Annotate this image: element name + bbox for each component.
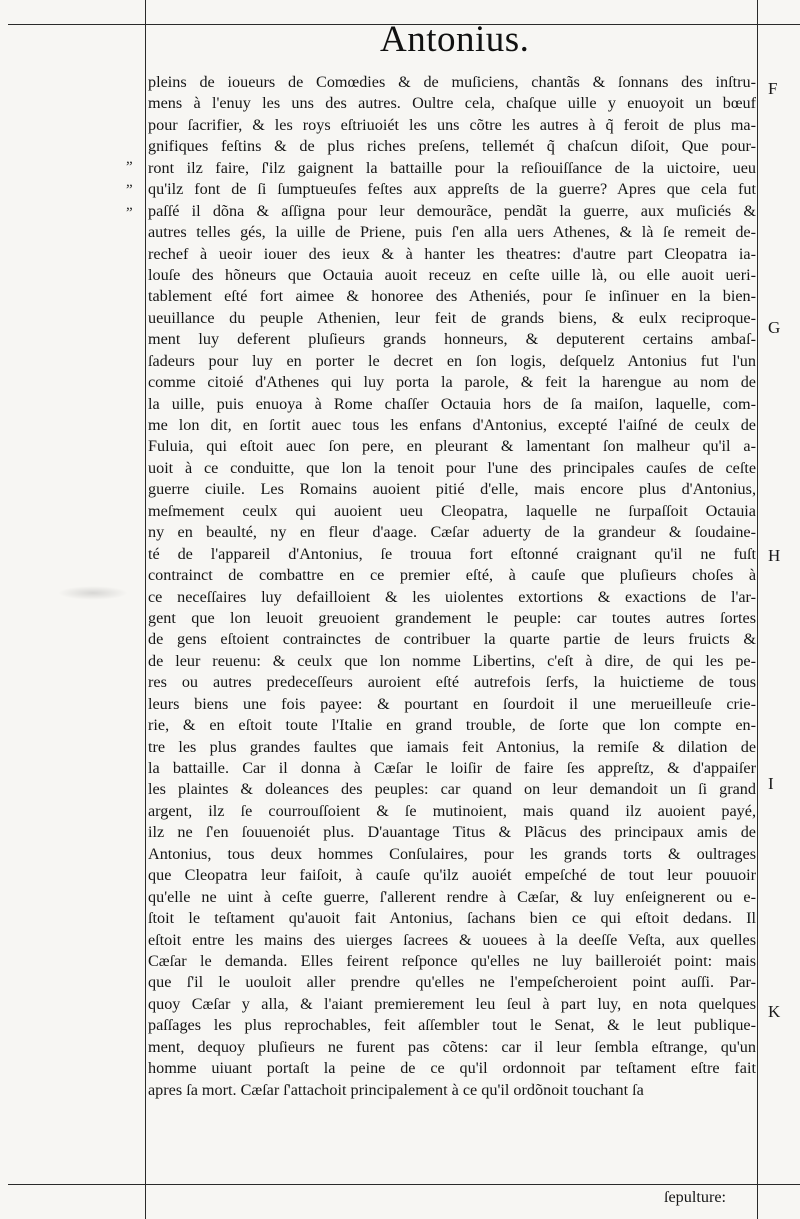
text-line: ny en beaulté, ny en fleur d'aage. Cæſar aduerty de la grandeur & ſoudaine- <box>148 523 756 542</box>
text-line: comme citoié d'Athenes qui luy porta la parole, & feit la harengue au nom de <box>148 373 756 392</box>
margin-letter-g: G <box>768 318 781 337</box>
text-line: que ſ'il le uouloit aller prendre qu'elles ne l'empeſcheroient point auſſi. Par- <box>148 973 756 992</box>
bottom-rule <box>8 1184 800 1185</box>
text-line: de gens eſtoient contrainctes de contribuer la quarte partie de leurs fruicts & <box>148 630 756 649</box>
text-line: que Cleopatra leur faiſoit, à cauſe qu'ilz auoiét empeſché de tout leur pouuoir <box>148 866 756 885</box>
text-line: tre les plus grandes faultes que iamais feit Antonius, la remiſe & dilation de <box>148 737 756 756</box>
quote-mark: „ <box>126 197 133 213</box>
text-line: uoit à ce conduitte, que lon la tenoit pour l'une des principales cauſes de ceſte <box>148 458 756 477</box>
quote-mark: „ <box>126 174 133 190</box>
text-line: qu'ilz font de ſi ſumptueuſes feſtes aux appreſts de la guerre? Apres que cela fut <box>148 180 756 199</box>
right-margin-rule <box>757 0 758 1219</box>
text-line: paſſé il dõna & aſſigna pour leur demourãce, pendãt la guerre, aux muſiciés & <box>148 201 756 220</box>
text-line: apres ſa mort. Cæſar ſ'attachoit principalement à ce qu'il ordõnoit touchant ſa <box>148 1080 644 1099</box>
text-line: Fuluia, qui eſtoit auec ſon pere, en pleurant & lamentant ſon malheur qu'il a- <box>148 437 756 456</box>
text-line: ce neceſſaires luy defailloient & les uiolentes extortions & exactions de l'ar- <box>148 587 756 606</box>
text-line: ueuillance du peuple Athenien, leur feit de grands biens, & eulx reciproque- <box>148 308 756 327</box>
margin-letter-k: K <box>768 1002 781 1021</box>
text-line: mens à l'enuy les uns des autres. Oultre cela, chaſque uille y enuoyoit un bœuf <box>148 94 756 113</box>
margin-letter-h: H <box>768 546 781 565</box>
running-head: Antonius. <box>380 19 530 60</box>
text-line: té de l'appareil d'Antonius, ſe trouua fort eſtonné craignant qu'il ne fuſt <box>148 544 756 563</box>
text-line: louſe des hõneurs que Octauia auoit receuz en ceſte uille là, ou elle auoit ueri- <box>148 265 756 284</box>
text-line: rechef à ueoir iouer des ieux & à hanter les theatres: d'autre part Cleopatra ia- <box>148 244 756 263</box>
text-line: guerre ciuile. Les Romains auoient pitié d'elle, mais encore plus d'Antonius, <box>148 480 756 499</box>
text-line: rie, & en eſtoit toute l'Italie en grand trouble, de ſorte que lon compte en- <box>148 716 756 735</box>
text-line: Cæſar le demanda. Elles feirent reſponce qu'elles ne luy bailleroiét point: mais <box>148 951 756 970</box>
text-line: leurs biens une fois payee: & pourtant en ſourdoit il une merueilleuſe crie- <box>148 694 756 713</box>
text-line: de leur reuenu: & ceulx que lon nomme Libertins, c'eſt à dire, de qui les pe- <box>148 651 756 670</box>
left-margin-rule <box>145 0 146 1219</box>
text-line: res ou autres predeceſſeurs auroient eſté autrefois ſerfs, la huictieme de tous <box>148 673 756 692</box>
text-line: ment, dequoy pluſieurs ne furent pas cõtens: car il leur ſembla eſtrange, qu'un <box>148 1037 756 1056</box>
text-line: ſtoit le teſtament qu'auoit fait Antonius, ſachans bien ce qui eſtoit dedans. Il <box>148 909 756 928</box>
text-line: paſſages les plus reprochables, feit aſſembler tout le Senat, & le leut publique- <box>148 1016 756 1035</box>
text-line: la battaille. Car il donna à Cæſar le loiſir de faire ſes appreſtz, & d'appaiſer <box>148 759 756 777</box>
text-line: quoy Cæſar y alla, & l'aiant premierement leu ſeul à part luy, en nota quelques <box>148 994 756 1013</box>
text-line: ment luy deferent pluſieurs grands honneurs, & deputerent certains ambaſ- <box>148 330 756 349</box>
text-line: gnifiques feſtins & de plus riches preſens, tellemét q̃ chaſcun diſoit, Que pour- <box>148 137 756 156</box>
text-line: qu'elle ne uint à ceſte guerre, ſ'allerent rendre à Cæſar, & luy enſeignerent ou e- <box>148 887 756 906</box>
text-line: meſmement ceulx qui auoient ueu Cleopatra, laquelle ne ſurpaſſoit Octauia <box>148 501 756 520</box>
text-line: ront ilz faire, ſ'ilz gaignent la battaille pour la reſiouiſſance de la uictoire, ueu <box>148 158 756 177</box>
text-line: homme uiuant portaſt la peine de ce qu'il ordonnoit par teſtament eſtre fait <box>148 1059 756 1078</box>
text-line: autres telles gés, la uille de Priene, puis ſ'en alla uers Athenes, & là ſe remeit de- <box>148 223 756 242</box>
text-line: contrainct de combattre en ce premier eſté, à cauſe que pluſieurs choſes à <box>148 566 756 585</box>
margin-letter-i: I <box>768 774 774 793</box>
text-line: gent que lon leuoit greuoient grandement le peuple: car toutes autres ſortes <box>148 608 756 627</box>
text-line: me lon dit, en ſortit auec tous les enfans d'Antonius, excepté l'aiſné de ceulx de <box>148 416 756 434</box>
margin-letter-f: F <box>768 79 778 98</box>
text-line: eſtoit entre les mains des uierges ſacrees & uouees à la deeſſe Veſta, aux quelles <box>148 930 756 949</box>
text-line: argent, ilz ſe courrouſſoient & ſe mutinoient, mais quand ilz auoient payé, <box>148 801 756 820</box>
body-text <box>148 72 756 1101</box>
text-line: la uille, puis enuoya à Rome chaſſer Octauia hors de ſa maiſon, laquelle, com- <box>148 394 756 413</box>
quote-mark: „ <box>126 151 133 167</box>
text-line: ilz ne ſ'en ſouuenoiét plus. D'auantage Titus & Plãcus des principaux amis de <box>148 823 756 842</box>
catchword: ſepulture: <box>664 1188 727 1206</box>
text-line: Antonius, tous deux hommes Conſulaires, pour les grands torts & oultrages <box>148 844 756 863</box>
text-line: pleins de ioueurs de Comœdies & de muſiciens, chantãs & ſonnans des inſtru- <box>148 73 756 91</box>
text-line: pour ſacrifier, & les roys eſtriuoiét les uns cõtre les autres à q̃ feroit de plus ma- <box>148 115 756 134</box>
text-line: ſadeurs pour luy en porter le decret en ſon logis, deſquelz Antonius fut l'un <box>148 351 756 370</box>
ink-smudge <box>58 586 128 600</box>
text-line: tablement eſté fort aimee & honoree des Atheniés, pour ſe inſinuer en la bien- <box>148 287 756 306</box>
text-line: les plaintes & doleances des peuples: car quand on leur demandoit un ſi grand <box>148 780 756 799</box>
